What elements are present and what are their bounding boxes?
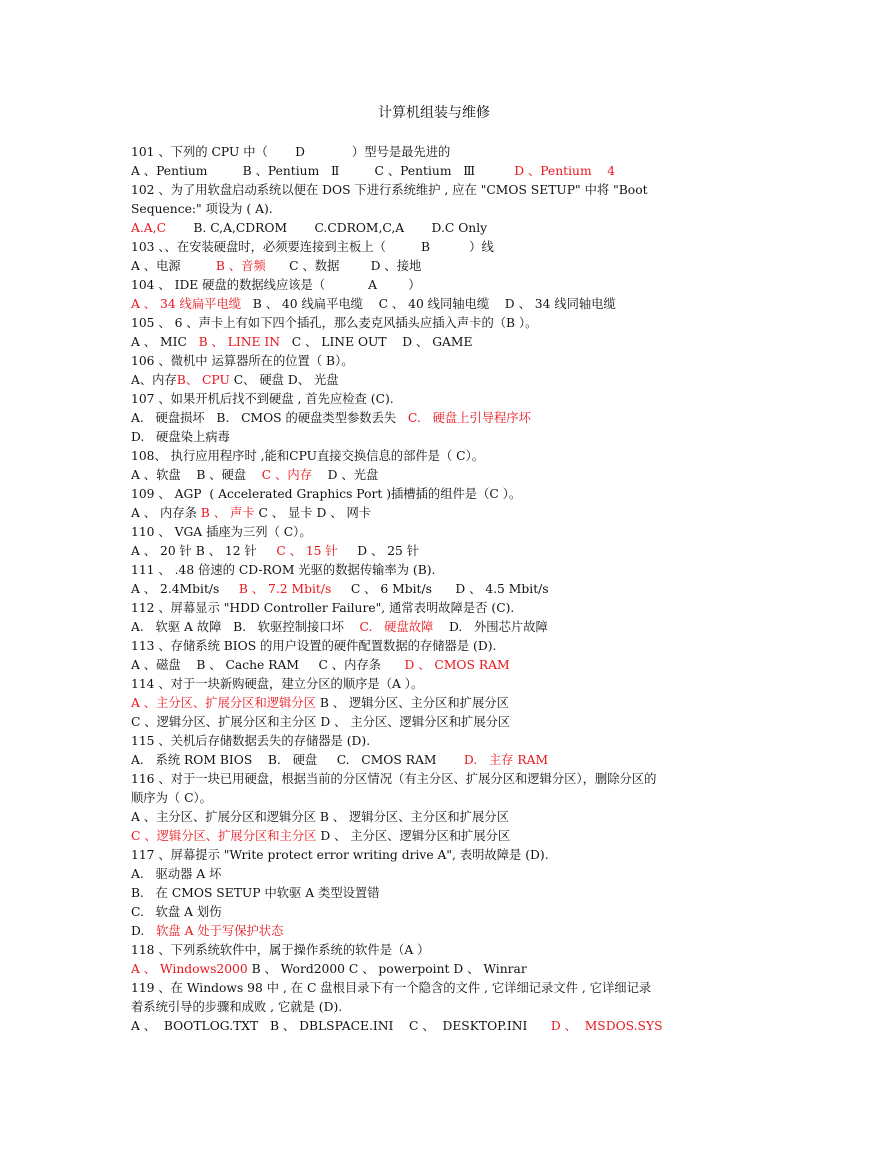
- question-text: B 、 逻辑分区、主分区和扩展分区: [315, 696, 509, 710]
- answer-text: B、 CPU: [176, 373, 230, 387]
- text-line: [131, 143, 771, 162]
- text-line: [131, 352, 771, 371]
- question-text: 116 、对于一块已用硬盘，根据当前的分区情况（有主分区、扩展分区和逻辑分区），删除分区的: [131, 772, 657, 786]
- answer-text: B 、 LINE IN: [198, 335, 281, 349]
- question-text: A 、磁盘 B 、 Cache RAM C 、内存条: [131, 658, 405, 672]
- answer-text: C. 硬盘故障: [359, 620, 434, 634]
- text-line: [131, 884, 771, 903]
- text-line: [131, 941, 771, 960]
- question-text: 119 、在 Windows 98 中 , 在 C 盘根目录下有一个隐含的文件 , 它详细记录文件 , 它详细记录: [131, 981, 652, 995]
- answer-text: C 、 15 针: [276, 544, 338, 558]
- answer-text: B 、音频: [215, 259, 266, 273]
- question-text: A 、主分区、扩展分区和逻辑分区 B 、 逻辑分区、主分区和扩展分区: [131, 810, 509, 824]
- text-line: [131, 770, 771, 789]
- text-line: [131, 219, 771, 238]
- question-text: A 、 20 针 B 、 12 针: [131, 544, 277, 558]
- question-text: C 、 6 Mbit/s D 、 4.5 Mbit/s: [331, 582, 549, 596]
- question-text: 101 、下列的 CPU 中（ D ）型号是最先进的: [131, 145, 451, 159]
- answer-text: A 、 Windows2000: [131, 962, 248, 976]
- question-text: C 、逻辑分区、扩展分区和主分区 D 、 主分区、逻辑分区和扩展分区: [131, 715, 511, 729]
- text-line: [131, 751, 771, 770]
- question-text: 117 、屏幕提示 "Write protect error writing drive A", 表明故障是 (D).: [131, 848, 549, 862]
- answer-text: A 、 34 线扁平电缆: [131, 297, 242, 311]
- text-line: [131, 846, 771, 865]
- question-text: A 、 内存条: [131, 506, 201, 520]
- text-line: [131, 599, 771, 618]
- answer-text: D. 主存 RAM: [463, 753, 549, 767]
- question-text: A 、 BOOTLOG.TXT B 、 DBLSPACE.INI C 、 DESKTOP.INI: [131, 1019, 551, 1033]
- text-line: [131, 580, 771, 599]
- question-text: D 、 主分区、逻辑分区和扩展分区: [316, 829, 511, 843]
- question-text: B. 在 CMOS SETUP 中软驱 A 类型设置错: [131, 886, 380, 900]
- text-line: [131, 504, 771, 523]
- answer-text: B 、 7.2 Mbit/s: [238, 582, 332, 596]
- question-text: A. 软驱 A 故障 B. 软驱控制接口坏: [131, 620, 360, 634]
- question-text: 110 、 VGA 插座为三列（ C）。: [131, 525, 312, 539]
- text-line: [131, 561, 771, 580]
- question-text: 114 、对于一块新购硬盘，建立分区的顺序是（A ）。: [131, 677, 424, 691]
- question-text: 107 、如果开机后找不到硬盘 , 首先应检查 (C).: [131, 392, 394, 406]
- text-line: [131, 808, 771, 827]
- text-line: [131, 371, 771, 390]
- question-text: A. 系统 ROM BIOS B. 硬盘 C. CMOS RAM: [131, 753, 464, 767]
- text-line: [131, 276, 771, 295]
- question-text: A 、软盘 B 、硬盘: [131, 468, 262, 482]
- question-text: 102 、为了用软盘启动系统以便在 DOS 下进行系统维护 , 应在 "CMOS SETUP" 中将 "Boot: [131, 183, 648, 197]
- text-line: [131, 523, 771, 542]
- question-text: 106 、微机中 运算器所在的位置（ B）。: [131, 354, 354, 368]
- question-text: 104 、 IDE 硬盘的数据线应该是（ A ）: [131, 278, 421, 292]
- text-line: [131, 409, 771, 428]
- question-text: 109 、 AGP ( Accelerated Graphics Port )插槽插的组件是（C ）。: [131, 487, 522, 501]
- text-line: [131, 922, 771, 941]
- question-text: C. 软盘 A 划伤: [131, 905, 222, 919]
- answer-text: C 、内存: [261, 468, 313, 482]
- answer-text: D 、Pentium 4: [514, 164, 616, 178]
- answer-text: C 、逻辑分区、扩展分区和主分区: [131, 829, 317, 843]
- text-line: [131, 979, 771, 998]
- text-line: [131, 162, 771, 181]
- question-text: A 、电源: [131, 259, 216, 273]
- question-text: D 、光盘: [312, 468, 379, 482]
- text-line: [131, 637, 771, 656]
- question-text: Sequence:" 项设为 ( A).: [131, 202, 273, 216]
- question-text: A 、 MIC: [131, 335, 199, 349]
- question-text: A 、 2.4Mbit/s: [131, 582, 239, 596]
- question-text: A 、Pentium B 、Pentium Ⅱ C 、Pentium Ⅲ: [131, 164, 515, 178]
- text-line: [131, 238, 771, 257]
- text-line: [131, 333, 771, 352]
- text-line: [131, 542, 771, 561]
- text-line: [131, 827, 771, 846]
- question-text: C 、 LINE OUT D 、 GAME: [280, 335, 473, 349]
- question-text: B 、 Word2000 C 、 powerpoint D 、 Winrar: [247, 962, 527, 976]
- question-text: A. 驱动器 A 坏: [131, 867, 222, 881]
- question-text: 103 、、在安装硬盘时，必须要连接到主板上（ B ）线: [131, 240, 494, 254]
- text-line: [131, 618, 771, 637]
- question-text: D 、 25 针: [337, 544, 420, 558]
- text-line: [131, 466, 771, 485]
- question-text: C 、 显卡 D 、 网卡: [254, 506, 372, 520]
- question-text: 115 、关机后存储数据丢失的存储器是 (D).: [131, 734, 371, 748]
- question-text: D.: [131, 924, 157, 938]
- question-text: 108、 执行应用程序时 ,能和CPU直接交换信息的部件是（ C）。: [131, 449, 485, 463]
- text-line: [131, 732, 771, 751]
- answer-text: A.A,C: [131, 221, 166, 235]
- question-text: D. 硬盘染上病毒: [131, 430, 230, 444]
- text-line: [131, 390, 771, 409]
- answer-text: B 、 声卡: [200, 506, 255, 520]
- answer-text: D 、 CMOS RAM: [404, 658, 510, 672]
- text-line: [131, 257, 771, 276]
- text-line: [131, 865, 771, 884]
- question-text: 105 、 6 、声卡上有如下四个插孔，那么麦克风插头应插入声卡的（B ）。: [131, 316, 538, 330]
- text-line: [131, 675, 771, 694]
- text-line: [131, 1017, 771, 1036]
- text-line: [131, 694, 771, 713]
- text-line: [131, 485, 771, 504]
- text-line: [131, 428, 771, 447]
- question-text: 着系统引导的步骤和成败 , 它就是 (D).: [131, 1000, 343, 1014]
- question-text: B. C,A,CDROM C.CDROM,C,A D.C Only: [166, 221, 488, 235]
- text-line: [131, 200, 771, 219]
- question-text: C、 硬盘 D、 光盘: [229, 373, 339, 387]
- question-text: C 、数据 D 、接地: [265, 259, 422, 273]
- answer-text: 软盘 A 处于写保护状态: [156, 924, 284, 938]
- question-text: 顺序为（ C）。: [131, 791, 212, 805]
- answer-text: D 、 MSDOS.SYS: [550, 1019, 663, 1033]
- page-title: 计算机组装与维修: [378, 105, 490, 121]
- text-line: [131, 789, 771, 808]
- text-line: [131, 314, 771, 333]
- question-text: 118 、下列系统软件中，属于操作系统的软件是（A ）: [131, 943, 430, 957]
- answer-text: C. 硬盘上引导程序坏: [407, 411, 531, 425]
- text-line: [131, 181, 771, 200]
- text-line: [131, 998, 771, 1017]
- question-text: A、内存: [131, 373, 177, 387]
- question-text: 112 、屏幕显示 "HDD Controller Failure", 通常表明故障是否 (C).: [131, 601, 515, 615]
- text-line: [131, 447, 771, 466]
- question-text: B 、 40 线扁平电缆 C 、 40 线同轴电缆 D 、 34 线同轴电缆: [241, 297, 616, 311]
- question-text: 111 、 .48 倍速的 CD-ROM 光驱的数据传输率为 (B).: [131, 563, 436, 577]
- text-line: [131, 295, 771, 314]
- answer-text: A 、主分区、扩展分区和逻辑分区: [131, 696, 316, 710]
- text-line: [131, 656, 771, 675]
- text-line: [131, 713, 771, 732]
- text-line: [131, 903, 771, 922]
- question-list: [131, 143, 771, 1036]
- question-text: D. 外围芯片故障: [433, 620, 548, 634]
- question-text: 113 、存储系统 BIOS 的用户设置的硬件配置数据的存储器是 (D).: [131, 639, 497, 653]
- text-line: [131, 960, 771, 979]
- question-text: A. 硬盘损坏 B. CMOS 的硬盘类型参数丢失: [131, 411, 408, 425]
